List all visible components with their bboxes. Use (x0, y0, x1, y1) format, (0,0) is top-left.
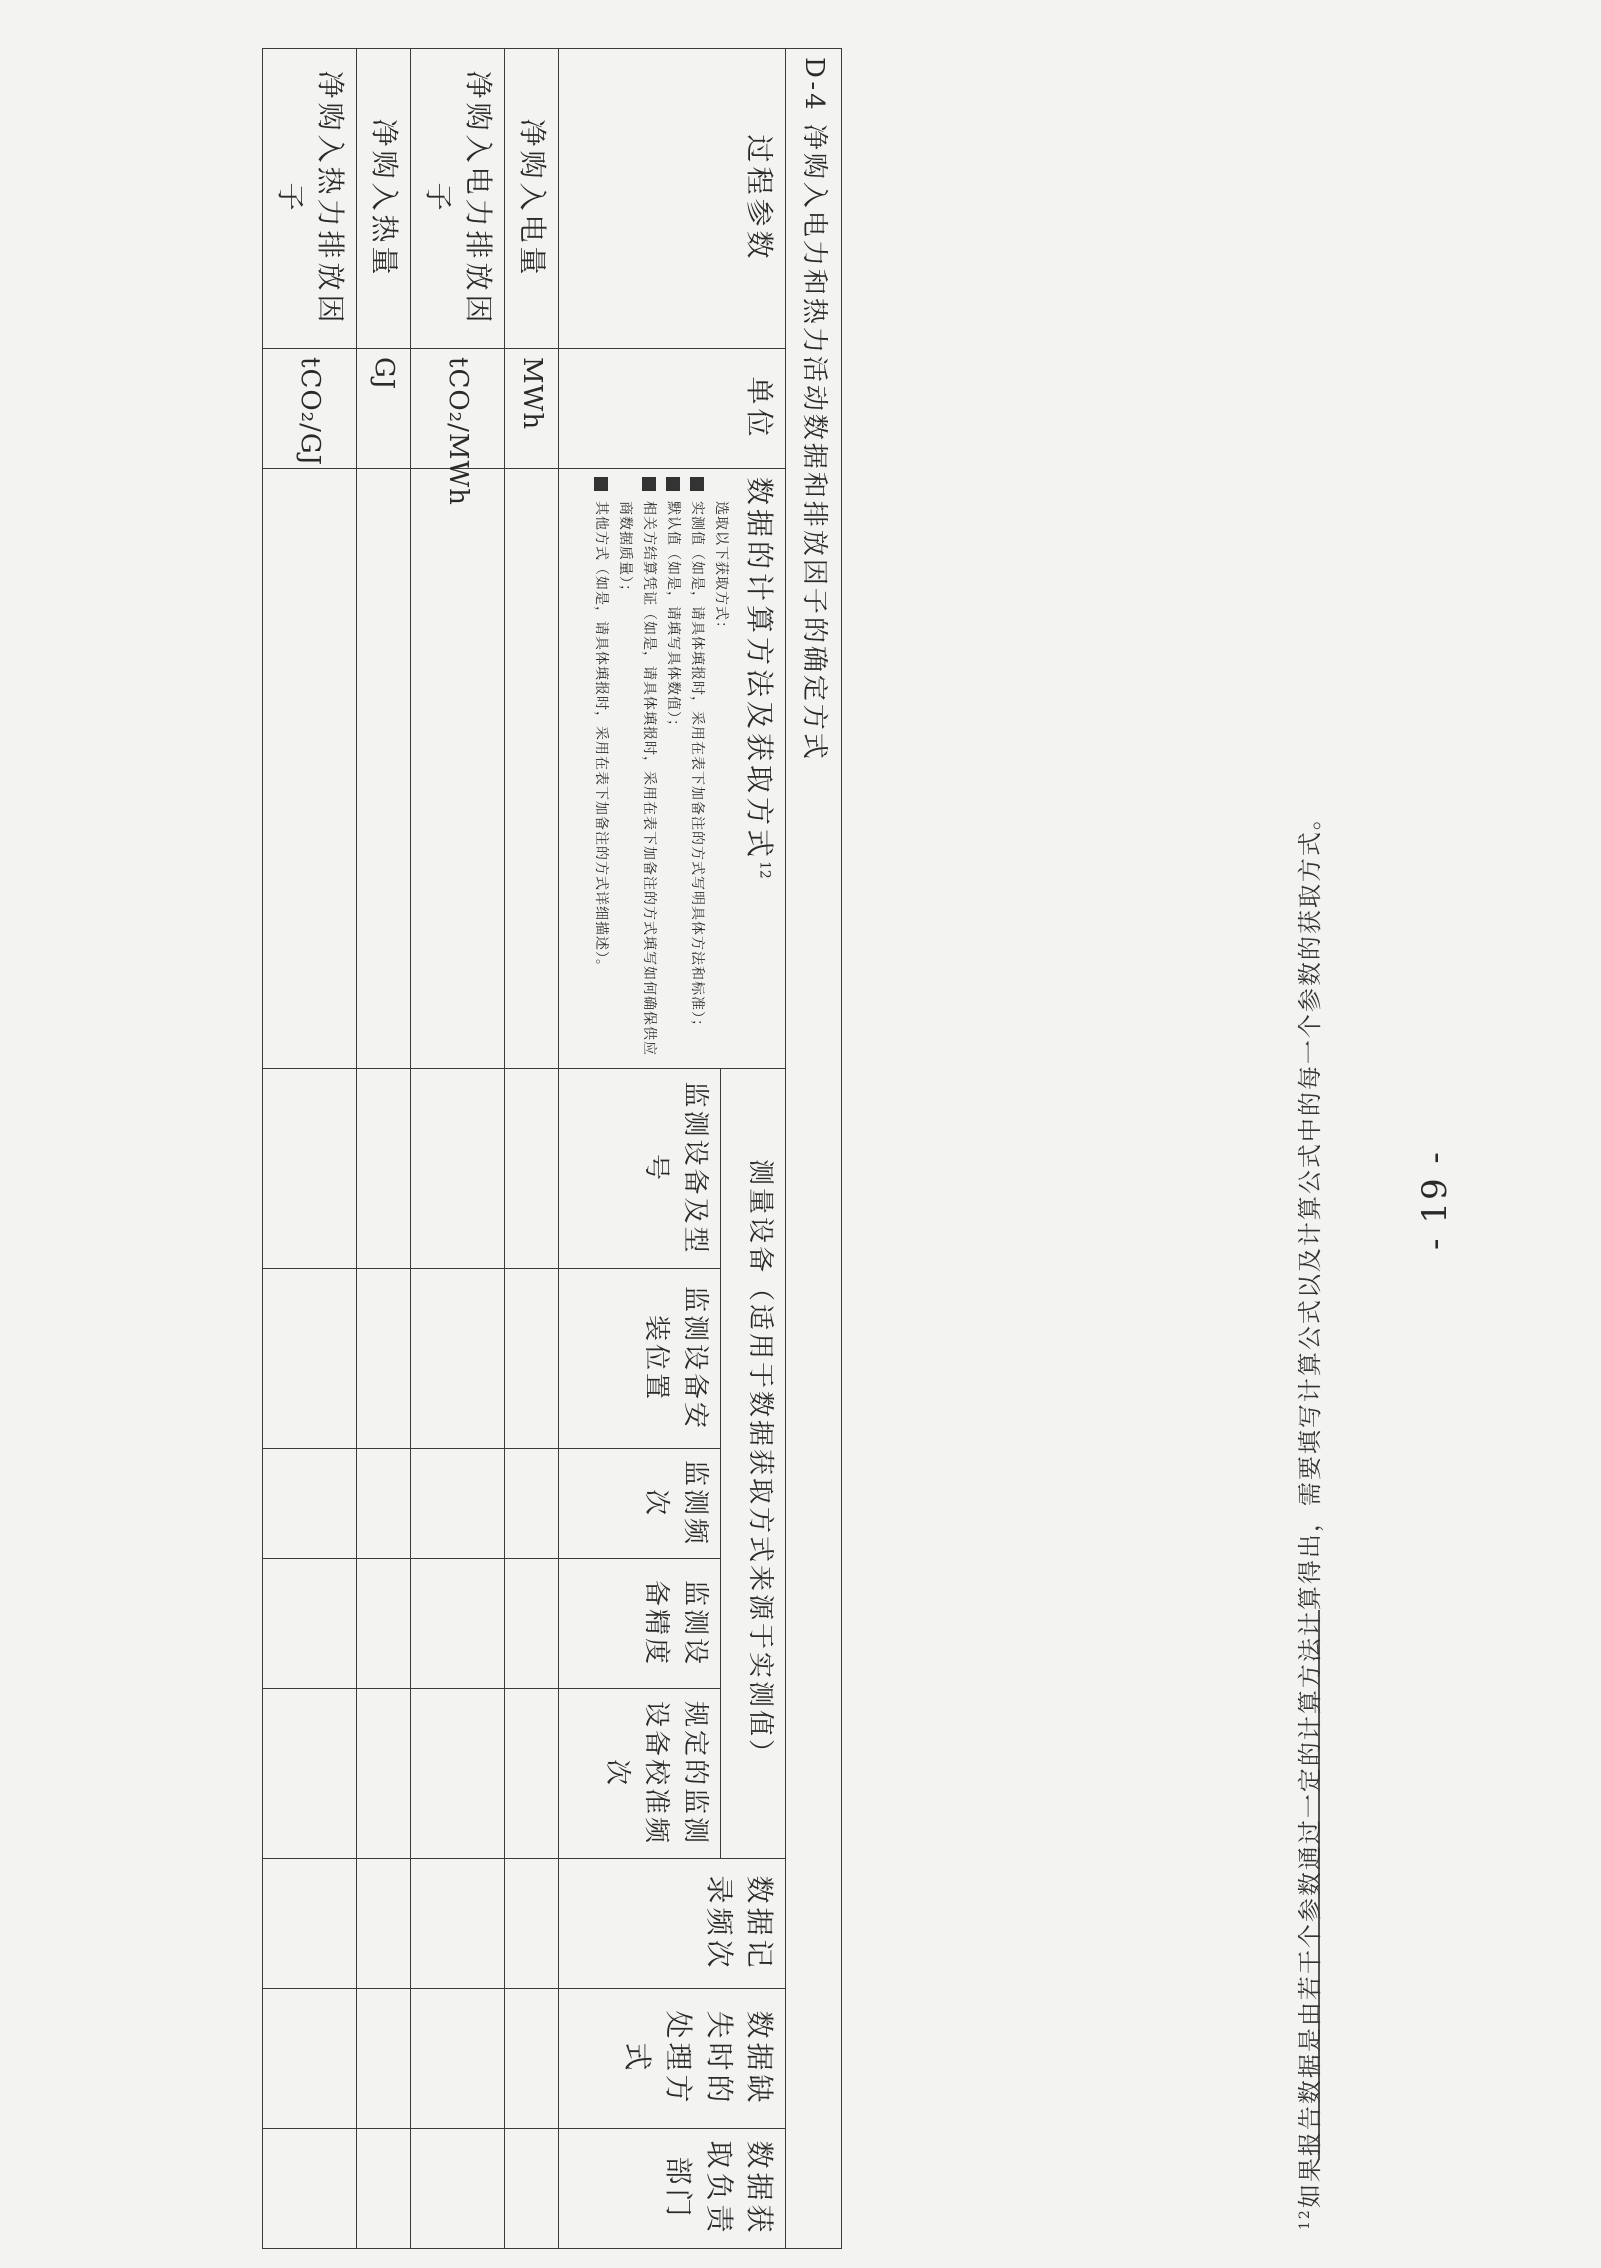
header-device-accuracy: 监测设备精度 (559, 1559, 721, 1689)
row-param: 净购入热力排放因子 (263, 49, 357, 349)
header-method (559, 469, 786, 1069)
method-option-settlement[interactable]: 相关方结算凭证（如是，请具体填报时，采用在表下加备注的方式填写如何确保供应商数据质量）； (613, 477, 661, 1060)
header-device-model: 监测设备及型号 (559, 1069, 721, 1269)
row-cell[interactable] (411, 2129, 505, 2249)
row-param: 净购入电量 (505, 49, 559, 349)
row-unit: tCO₂/GJ (263, 349, 357, 469)
header-measure-group: 测量设备（适用于数据获取方式来源于实测值） (721, 1069, 786, 1859)
checkbox-icon[interactable] (642, 477, 656, 491)
header-monitor-freq: 监测频次 (559, 1449, 721, 1559)
row-cell[interactable] (411, 1859, 505, 1989)
header-dept: 数据获取负责部门 (559, 2129, 786, 2249)
row-cell[interactable] (411, 1269, 505, 1449)
row-cell[interactable] (411, 1449, 505, 1559)
header-calibration-freq: 规定的监测设备校准频次 (559, 1689, 721, 1859)
method-option-default[interactable]: 默认值（如是，请填写具体数值）； (661, 477, 685, 1060)
row-cell[interactable] (505, 1559, 559, 1689)
activity-data-table (262, 48, 842, 2249)
row-cell[interactable] (357, 1069, 411, 1269)
table-row (263, 49, 357, 2249)
row-cell[interactable] (263, 1859, 357, 1989)
row-cell[interactable] (263, 1689, 357, 1859)
row-cell[interactable] (263, 1559, 357, 1689)
table-row (505, 49, 559, 2249)
row-cell[interactable] (505, 1069, 559, 1269)
row-param: 净购入热量 (357, 49, 411, 349)
row-cell[interactable] (357, 1859, 411, 1989)
row-cell[interactable] (357, 1269, 411, 1449)
footnote-marker: 12 (1297, 2208, 1313, 2230)
table-row (357, 49, 411, 2249)
row-cell[interactable] (411, 1989, 505, 2129)
row-cell[interactable] (263, 469, 357, 1069)
row-cell[interactable] (263, 1449, 357, 1559)
row-cell[interactable] (505, 1449, 559, 1559)
method-options (589, 477, 733, 1060)
row-cell[interactable] (411, 469, 505, 1069)
footnote (1290, 804, 1326, 2230)
checkbox-icon[interactable] (666, 477, 680, 491)
row-cell[interactable] (263, 2129, 357, 2249)
row-cell[interactable] (263, 1269, 357, 1449)
row-cell[interactable] (411, 1559, 505, 1689)
header-param: 过程参数 (559, 49, 786, 349)
row-cell[interactable] (357, 469, 411, 1069)
row-cell[interactable] (411, 1689, 505, 1859)
row-cell[interactable] (357, 1989, 411, 2129)
table-row (411, 49, 505, 2249)
row-cell[interactable] (263, 1989, 357, 2129)
row-cell[interactable] (411, 1069, 505, 1269)
row-unit: tCO₂/MWh (411, 349, 505, 469)
row-cell[interactable] (263, 1069, 357, 1269)
row-cell[interactable] (357, 1449, 411, 1559)
header-install-location: 监测设备安装位置 (559, 1269, 721, 1449)
row-unit: MWh (505, 349, 559, 469)
row-param: 净购入电力排放因子 (411, 49, 505, 349)
row-cell[interactable] (357, 1559, 411, 1689)
row-cell[interactable] (505, 1989, 559, 2129)
header-unit: 单位 (559, 349, 786, 469)
checkbox-icon[interactable] (690, 477, 704, 491)
row-cell[interactable] (357, 1689, 411, 1859)
row-cell[interactable] (505, 2129, 559, 2249)
row-cell[interactable] (505, 1689, 559, 1859)
page-number: - 19 - (1415, 1150, 1455, 1250)
footnote-ref: 12 (756, 861, 773, 879)
footnote-text: 如果报告数据是由若干个参数通过一定的计算方法计算得出，需要填写计算公式以及计算公式中的每一个参数的获取方式。 (1296, 804, 1324, 2209)
row-cell[interactable] (505, 1269, 559, 1449)
rotated-table-stage (262, 48, 842, 2237)
row-unit: GJ (357, 349, 411, 469)
row-cell[interactable] (505, 1859, 559, 1989)
method-option-other[interactable]: 其他方式（如是，请具体填报时，采用在表下加备注的方式详细描述）。 (589, 477, 613, 1060)
header-record-freq: 数据记录频次 (559, 1859, 786, 1989)
method-option-measured[interactable]: 实测值（如是，请具体填报时，采用在表下加备注的方式写明具体方法和标准）； (685, 477, 709, 1060)
header-missing-handling: 数据缺失时的处理方式 (559, 1989, 786, 2129)
method-option-intro: 选取以下获取方式： (712, 501, 729, 636)
table-caption: D-4 净购入电力和热力活动数据和排放因子的确定方式 (786, 49, 842, 2249)
header-method-label: 数据的计算方法及获取方式 (743, 477, 777, 862)
row-cell[interactable] (505, 469, 559, 1069)
row-cell[interactable] (357, 2129, 411, 2249)
checkbox-icon[interactable] (594, 477, 608, 491)
